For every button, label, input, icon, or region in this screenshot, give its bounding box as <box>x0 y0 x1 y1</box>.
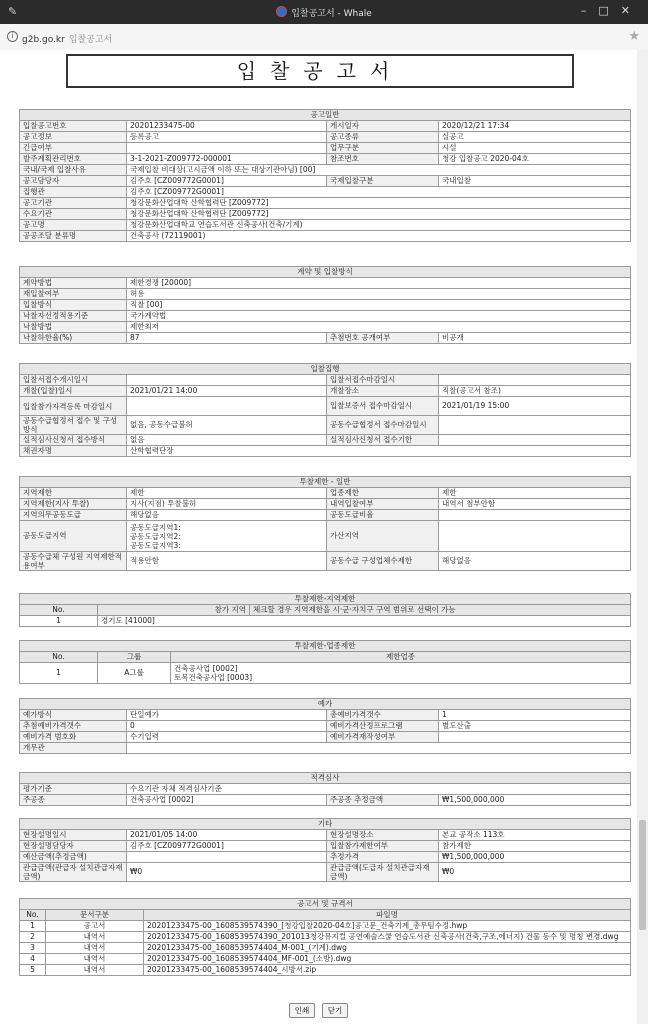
field-label: 발주계획관리번호 <box>20 154 127 165</box>
table-row <box>20 521 631 552</box>
table-row <box>20 121 631 132</box>
table-row <box>20 132 631 143</box>
field-label: 공고기관 <box>20 198 127 209</box>
file-link[interactable]: 20201233475-00_1608539574404_시방서.zip <box>144 965 631 976</box>
field-value <box>439 416 631 435</box>
table-row <box>20 743 631 754</box>
field-label: 공공조달 분류명 <box>20 231 127 242</box>
field-label: 낙찰자선정적용기준 <box>20 311 127 322</box>
field-value: ₩1,500,000,000 <box>439 852 631 863</box>
field-label: 집행관 <box>20 187 127 198</box>
window-titlebar <box>0 0 648 24</box>
field-value: 수기입력 <box>127 732 327 743</box>
table-row <box>20 852 631 863</box>
field-value: 제한경쟁 [20000] <box>127 278 631 289</box>
field-value: 직찰 [00] <box>127 300 631 311</box>
field-value <box>127 375 327 386</box>
field-label: 관급금액(도급자 설치관급자재 금액) <box>327 863 439 882</box>
table-row <box>20 231 631 242</box>
field-label: 입찰보증서 접수마감일시 <box>327 397 439 416</box>
table-row <box>20 220 631 231</box>
action-buttons <box>0 1003 637 1018</box>
table-row <box>20 863 631 882</box>
scrollbar[interactable] <box>637 50 648 1024</box>
close-button[interactable]: 닫기 <box>322 1003 349 1018</box>
scrollbar-thumb[interactable] <box>639 820 646 930</box>
field-label: 개찰장소 <box>327 386 439 397</box>
table-cell: 5 <box>20 965 46 976</box>
field-value <box>439 732 631 743</box>
table-cell <box>171 663 631 684</box>
field-label: 공고담당자 <box>20 176 127 187</box>
field-value: 청강 입찰공고 2020-04호 <box>439 154 631 165</box>
field-label: 공동수급협정서 접수마감일시 <box>327 416 439 435</box>
field-label: 실적심사신청서 접수기한 <box>327 435 439 446</box>
window-controls[interactable]: –□✕ <box>580 4 642 17</box>
field-label: 예비가격재작성여부 <box>327 732 439 743</box>
table-row <box>20 965 631 976</box>
document-title: 입찰공고서 <box>66 54 574 88</box>
field-label: 추정가격 <box>327 852 439 863</box>
field-value: 단일예가 <box>127 710 327 721</box>
column-header: 그룹 <box>98 652 171 663</box>
field-value: 1 <box>439 710 631 721</box>
table-cell: 4 <box>20 954 46 965</box>
field-label: 가산지역 <box>327 521 439 552</box>
field-label: 수요기관 <box>20 209 127 220</box>
field-label: 입찰서접수개시일시 <box>20 375 127 386</box>
section-restrict-industry <box>19 640 631 684</box>
field-label: 낙찰하한율(%) <box>20 333 127 344</box>
field-value: ₩0 <box>127 863 327 882</box>
table-row <box>20 386 631 397</box>
field-value <box>127 521 327 552</box>
section-header: 공고서 및 규격서 <box>20 899 631 910</box>
url-text <box>22 32 112 45</box>
field-label: 현장설명장소 <box>327 830 439 841</box>
section-qualification <box>19 772 631 806</box>
field-value: 직찰(공고서 참조) <box>439 386 631 397</box>
region-line: 공동도급지역1: <box>130 522 181 532</box>
address-bar[interactable] <box>0 24 648 51</box>
field-value: 0 <box>127 721 327 732</box>
field-label: 입찰서접수마감일시 <box>327 375 439 386</box>
section-header: 투찰제한-지역제한 <box>20 594 631 605</box>
field-value: 제한최저 <box>127 322 631 333</box>
table-row <box>20 187 631 198</box>
field-value: 청강문화산업대학 산학협력단 [Z009772] <box>127 209 631 220</box>
table-row <box>20 552 631 571</box>
field-value: 2021/01/05 14:00 <box>127 830 327 841</box>
table-cell: 1 <box>20 921 46 932</box>
table-row <box>20 932 631 943</box>
field-label: 입찰공고번호 <box>20 121 127 132</box>
field-value <box>127 743 631 754</box>
field-value <box>439 375 631 386</box>
field-label: 공동도급비율 <box>327 510 439 521</box>
field-value <box>127 143 327 154</box>
table-cell: 내역서 <box>46 932 144 943</box>
bookmark-star-icon[interactable]: ★ <box>628 29 640 44</box>
table-row <box>20 322 631 333</box>
field-value: 지사(지점) 투찰불허 <box>127 499 327 510</box>
field-label: 업종제한 <box>327 488 439 499</box>
table-row <box>20 488 631 499</box>
table-row <box>20 311 631 322</box>
field-label: 공동수급체 구성원 지역제한적용여부 <box>20 552 127 571</box>
table-row <box>20 710 631 721</box>
table-row <box>20 154 631 165</box>
field-value: 참가제한 <box>439 841 631 852</box>
field-label: 공고종류 <box>327 132 439 143</box>
section-header: 입찰집행 <box>20 364 631 375</box>
field-label: 현장설명담당자 <box>20 841 127 852</box>
url-page-title: 입찰공고서 <box>68 35 113 45</box>
field-value: 국내입찰 <box>439 176 631 187</box>
field-value: 허용 <box>127 289 631 300</box>
table-row <box>20 841 631 852</box>
field-label: 주공종 <box>20 795 127 806</box>
table-cell: 내역서 <box>46 965 144 976</box>
table-cell: A그룹 <box>98 663 171 684</box>
file-link[interactable]: 20201233475-00_1608539574404_MF-001_(소방).dwg <box>144 954 631 965</box>
field-value: 실공고 <box>439 132 631 143</box>
field-value: 국가계약법 <box>127 311 631 322</box>
table-row <box>20 943 631 954</box>
section-header: 투찰제한-업종제한 <box>20 641 631 652</box>
table-cell: 경기도 [41000] <box>98 616 631 627</box>
field-value <box>127 397 327 416</box>
table-row <box>20 333 631 344</box>
table-cell: 2 <box>20 932 46 943</box>
section-execution <box>19 363 631 457</box>
column-header: 파일명 <box>144 910 631 921</box>
field-label: 입찰방식 <box>20 300 127 311</box>
table-row <box>20 616 631 627</box>
field-value: 적용안함 <box>127 552 327 571</box>
field-value: 별도산출 <box>439 721 631 732</box>
table-row <box>20 289 631 300</box>
field-label: 공동수급 구성업체수제한 <box>327 552 439 571</box>
table-row <box>20 721 631 732</box>
table-row <box>20 165 631 176</box>
table-row <box>20 198 631 209</box>
field-label: 공동수급협정서 접수 및 구성방식 <box>20 416 127 435</box>
field-label: 공동도급지역 <box>20 521 127 552</box>
field-label: 관급금액(관급자 설치관급자재 금액) <box>20 863 127 882</box>
field-label: 공고명 <box>20 220 127 231</box>
field-value: 건축공사 (72119001) <box>127 231 631 242</box>
field-value <box>439 510 631 521</box>
table-row <box>20 732 631 743</box>
section-header: 적격심사 <box>20 773 631 784</box>
field-value: 본교 공작소 113호 <box>439 830 631 841</box>
field-label: 내역입찰여부 <box>327 499 439 510</box>
field-label: 지역의무공동도급 <box>20 510 127 521</box>
column-header: No. <box>20 910 46 921</box>
table-row <box>20 397 631 416</box>
field-label: 실적심사신청서 접수방식 <box>20 435 127 446</box>
info-icon[interactable]: i <box>7 31 18 42</box>
field-label: 개찰(입찰)일시 <box>20 386 127 397</box>
table-row <box>20 510 631 521</box>
column-header: 문서구분 <box>46 910 144 921</box>
section-restrict-region <box>19 593 631 627</box>
url-host: g2b.go.kr <box>22 35 65 45</box>
table-row <box>20 784 631 795</box>
column-header: 제한업종 <box>171 652 631 663</box>
column-header: No. <box>20 605 98 616</box>
table-row <box>20 300 631 311</box>
table-row <box>20 652 631 663</box>
table-cell: 3 <box>20 943 46 954</box>
window-title <box>0 6 648 19</box>
section-header: 계약 및 입찰방식 <box>20 267 631 278</box>
section-contract <box>19 266 631 344</box>
field-value <box>439 521 631 552</box>
column-header: 체크할 경우 지역제한을 시·군·자치구 구역 범위로 선택이 가능 <box>250 605 631 616</box>
field-value: 국제입찰 비대상(고시금액 이하 또는 대상기관아님) [00] <box>127 165 631 176</box>
field-label: 평가기준 <box>20 784 127 795</box>
field-value: 김주호 [CZ009772G0001] <box>127 187 631 198</box>
field-value: 청강문화산업대학교 연습도서관 신축공사(건축/기계) <box>127 220 631 231</box>
industry-item: 토목건축공사업 [0003] <box>174 673 253 682</box>
field-label: 게시일자 <box>327 121 439 132</box>
field-label: 총예비가격갯수 <box>327 710 439 721</box>
section-header: 투찰제한 - 일반 <box>20 477 631 488</box>
field-value: 수요기관 자체 적격심사기준 <box>127 784 631 795</box>
section-other <box>19 818 631 882</box>
field-value: 시설 <box>439 143 631 154</box>
field-label: 입찰참가제한여부 <box>327 841 439 852</box>
field-value: 등록공고 <box>127 132 327 143</box>
field-value: 2020/12/21 17:34 <box>439 121 631 132</box>
field-label: 현장설명일시 <box>20 830 127 841</box>
table-row <box>20 416 631 435</box>
table-row <box>20 435 631 446</box>
field-label: 주공종 추정금액 <box>327 795 439 806</box>
table-cell: 공고서 <box>46 921 144 932</box>
industry-item: 건축공사업 [0002] <box>174 664 238 673</box>
field-label: 긴급여부 <box>20 143 127 154</box>
field-label: 계약방법 <box>20 278 127 289</box>
table-row <box>20 499 631 510</box>
field-value: 산학협력단장 <box>127 446 631 457</box>
field-value: 2021/01/21 14:00 <box>127 386 327 397</box>
table-row <box>20 143 631 154</box>
file-link[interactable]: 20201233475-00_1608539574390_[청강입찰2020-04호]공고문_건축기계_총무팀수정.hwp <box>144 921 631 932</box>
field-value: 제한 <box>127 488 327 499</box>
table-row <box>20 278 631 289</box>
field-value: 없음 <box>127 435 327 446</box>
file-link[interactable]: 20201233475-00_1608539574404_M-001_(기계).dwg <box>144 943 631 954</box>
table-row <box>20 605 631 616</box>
field-label: 추첨번호 공개여부 <box>327 333 439 344</box>
table-cell: 내역서 <box>46 954 144 965</box>
field-label: 채권자명 <box>20 446 127 457</box>
window-title-text: 입찰공고서 - Whale <box>291 9 372 19</box>
field-value: ₩1,500,000,000 <box>439 795 631 806</box>
table-row <box>20 209 631 220</box>
field-value: 김주호 [CZ009772G0001] <box>127 176 327 187</box>
field-label: 예비가격산정프로그램 <box>327 721 439 732</box>
table-cell: 1 <box>20 663 98 684</box>
file-link[interactable]: 20201233475-00_1608539574390_201013청강뮤지컬 공연예술스쿨 연습도서관 신축공사(건축,구조,에너지) 건물 동수 및 명칭 변경.dwg <box>144 932 631 943</box>
field-label: 예가방식 <box>20 710 127 721</box>
region-line: 공동도급지역3: <box>130 540 181 550</box>
section-header: 공고일반 <box>20 110 631 121</box>
field-label: 참조번호 <box>327 154 439 165</box>
section-restrict-general <box>19 476 631 571</box>
field-value: 3-1-2021-Z009772-000001 <box>127 154 327 165</box>
section-general <box>19 109 631 242</box>
field-label: 입찰참가자격등록 마감일시 <box>20 397 127 416</box>
field-value: 87 <box>127 333 327 344</box>
field-label: 공고정보 <box>20 132 127 143</box>
region-line: 공동도급지역2: <box>130 531 181 541</box>
section-header: 예가 <box>20 699 631 710</box>
field-value: 청강문화산업대학 산학협력단 [Z009772] <box>127 198 631 209</box>
field-label: 예비가격 범호화 <box>20 732 127 743</box>
table-row <box>20 830 631 841</box>
table-row <box>20 954 631 965</box>
field-value: 제한 <box>439 488 631 499</box>
section-files <box>19 898 631 976</box>
field-label: 재입찰여부 <box>20 289 127 300</box>
field-label: 국내/국제 입찰사유 <box>20 165 127 176</box>
table-row <box>20 176 631 187</box>
field-value: 해당없음 <box>127 510 327 521</box>
field-label: 업무구분 <box>327 143 439 154</box>
field-value: 김주호 [CZ009772G0001] <box>127 841 327 852</box>
column-header: 참가 지역 <box>98 605 250 616</box>
field-value: 2021/01/19 15:00 <box>439 397 631 416</box>
table-cell: 내역서 <box>46 943 144 954</box>
field-value: 내역서 첨부안함 <box>439 499 631 510</box>
field-value <box>439 435 631 446</box>
field-value <box>127 852 327 863</box>
print-button[interactable]: 인쇄 <box>289 1003 316 1018</box>
field-value: 건축공사업 [0002] <box>127 795 327 806</box>
column-header: No. <box>20 652 98 663</box>
site-logo-icon <box>276 6 287 17</box>
field-label: 예산금액(추정금액) <box>20 852 127 863</box>
field-value: 해당없음 <box>439 552 631 571</box>
field-label: 추첨예비가격갯수 <box>20 721 127 732</box>
field-value: ₩0 <box>439 863 631 882</box>
pin-icon[interactable]: ✎ <box>8 5 18 18</box>
field-label: 개무관 <box>20 743 127 754</box>
field-label: 지역제한(지사 투찰) <box>20 499 127 510</box>
table-row <box>20 921 631 932</box>
section-estimate <box>19 698 631 754</box>
table-row <box>20 375 631 386</box>
table-row <box>20 663 631 684</box>
field-label: 낙찰방법 <box>20 322 127 333</box>
field-value: 없음, 공동수급불허 <box>127 416 327 435</box>
table-row <box>20 446 631 457</box>
field-label: 국제입찰구분 <box>327 176 439 187</box>
table-row <box>20 795 631 806</box>
field-value: 20201233475-00 <box>127 121 327 132</box>
table-cell: 1 <box>20 616 98 627</box>
section-header: 기타 <box>20 819 631 830</box>
field-value: 비공개 <box>439 333 631 344</box>
table-row <box>20 910 631 921</box>
field-label: 지역제한 <box>20 488 127 499</box>
